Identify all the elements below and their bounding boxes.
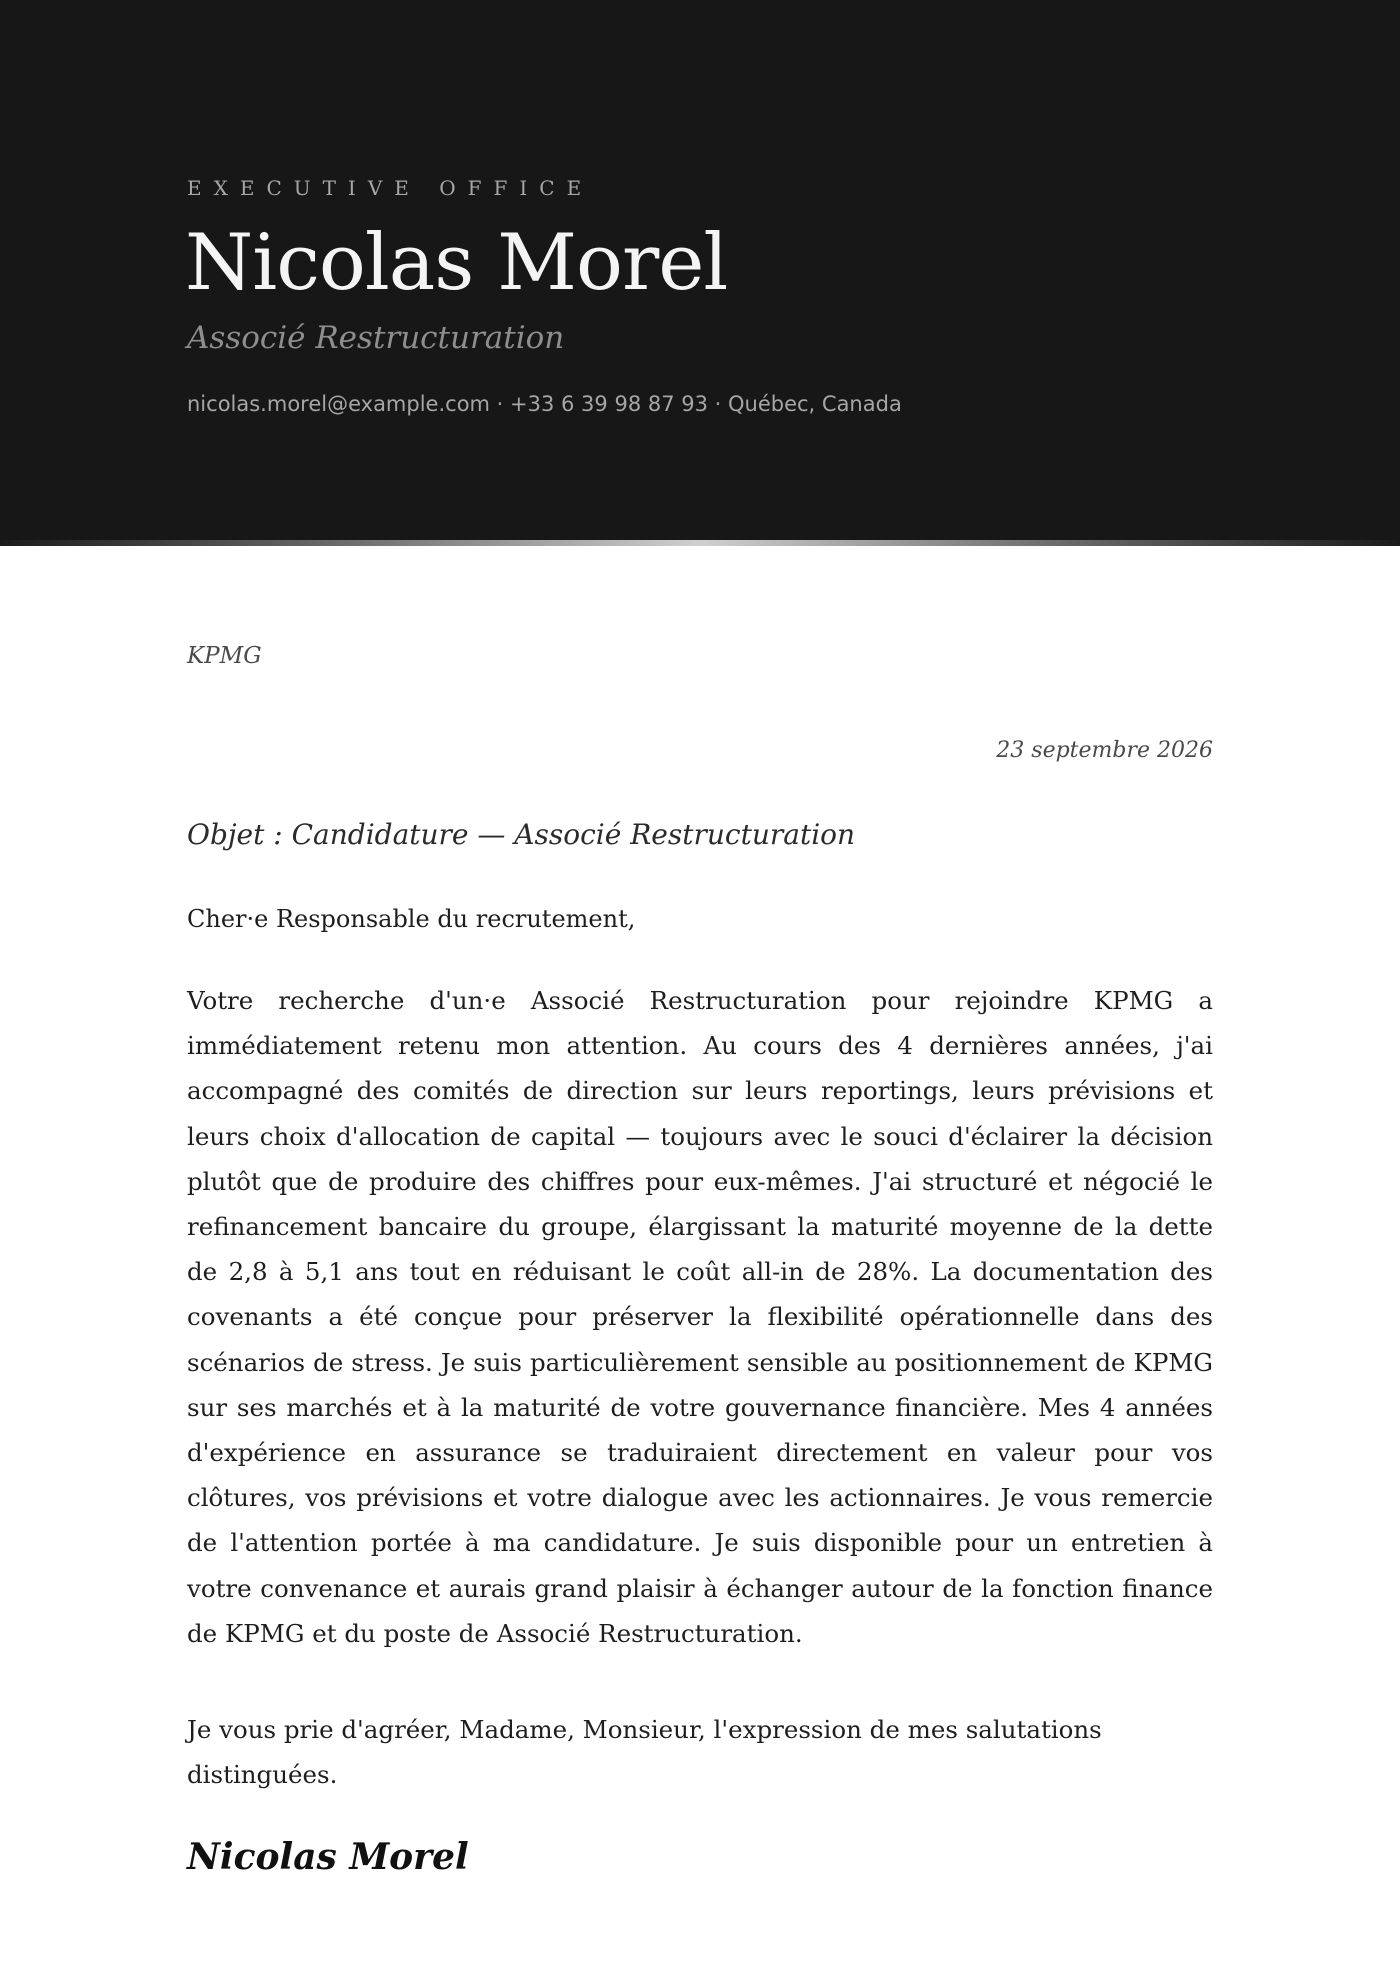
sender-role: Associé Restructuration [187,320,565,356]
letter-date: 23 septembre 2026 [996,738,1213,763]
sender-name: Nicolas Morel [185,218,728,308]
letter-body: Votre recherche d'un·e Associé Restructuration pour rejoindre KPMG a immédiatement retenu mon attention. Au cours des 4 dernières années, j'ai accompagné des comités de direction sur leurs reportings, leurs prévisions et leurs choix d'allocation de capital — toujours avec le souci d'éclairer la décision plutôt que de produire des chiffres pour eux-mêmes. J'ai structuré et négocié le refinancement bancaire du groupe, élargissant la maturité moyenne de la dette de 2,8 à 5,1 ans tout en réduisant le coût all-in de 28%. La documentation des covenants a été conçue pour préserver la flexibilité opérationnelle dans des scénarios de stress. Je suis particulièrement sensible au positionnement de KPMG sur ses marchés et à la maturité de votre gouvernance financière. Mes 4 années d'expérience en assurance se traduiraient directement en valeur pour vos clôtures, vos prévisions et votre dialogue avec les actionnaires. Je vous remercie de l'attention portée à ma candidature. Je suis disponible pour un entretien à votre convenance et aurais grand plaisir à échanger autour de la fonction finance de KPMG et du poste de Associé Restructuration. [187,986,1213,1648]
letter-subject: Objet : Candidature — Associé Restructuration [187,818,856,851]
header-eyebrow: EXECUTIVE OFFICE [187,176,594,200]
letter-salutation: Cher·e Responsable du recrutement, [187,905,636,933]
header-divider [0,540,1400,546]
sender-contact: nicolas.morel@example.com · +33 6 39 98 87 93 · Québec, Canada [187,392,902,416]
letter-signature: Nicolas Morel [187,1836,469,1878]
recipient-company: KPMG [187,643,262,669]
letter-closing: Je vous prie d'agréer, Madame, Monsieur, l'expression de mes salutations distinguées. [187,1715,1102,1789]
letter-header [0,0,1400,540]
